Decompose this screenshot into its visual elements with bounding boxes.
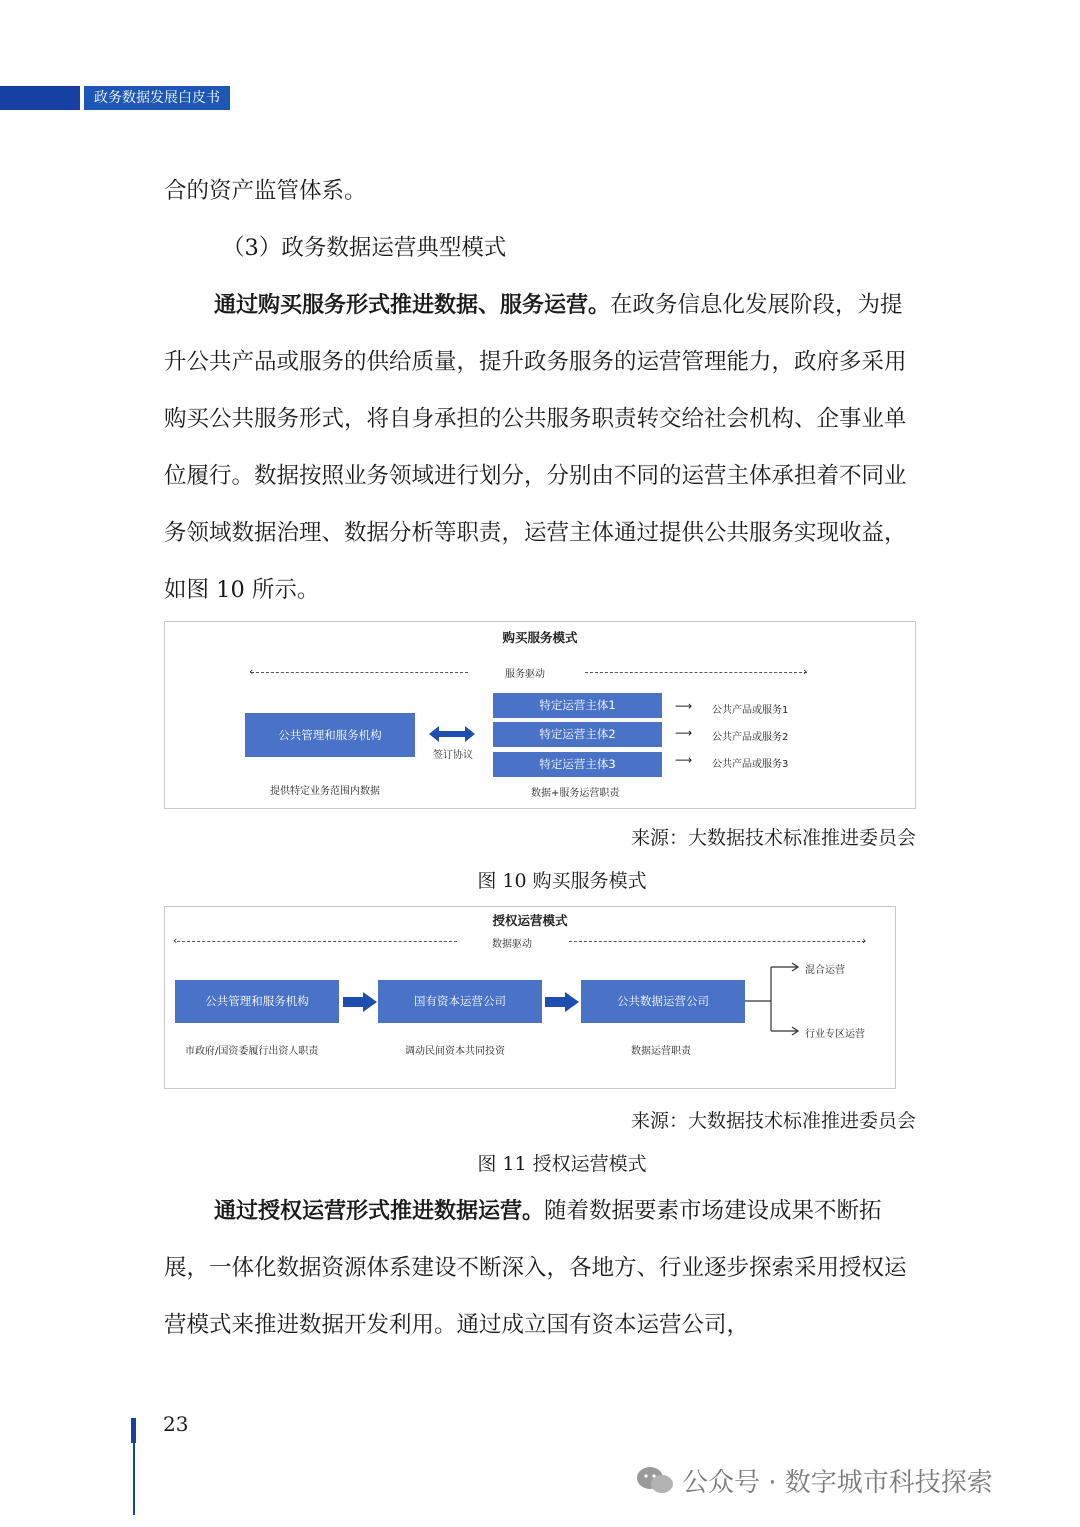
page-number: 23: [163, 1412, 189, 1436]
paragraph-authorized-operation: [164, 1183, 916, 1354]
double-arrow-icon: [429, 726, 475, 742]
branch-connector-icon: [745, 961, 805, 1041]
output-arrow-icon: ⟶: [675, 726, 693, 740]
flow-caption: 市政府/国资委履行出资人职责: [185, 1046, 319, 1057]
arrow-right-icon: ›: [862, 934, 867, 947]
output-label: 公共产品或服务1: [712, 705, 789, 716]
agreement-label: 签订协议: [433, 750, 473, 761]
figure-11-diagram: [164, 906, 896, 1089]
flow-box: 国有资本运营公司: [378, 980, 542, 1023]
paragraph-lead-bold: 通过购买服务形式推进数据、服务运营。: [214, 293, 611, 318]
wechat-icon: [636, 1465, 674, 1502]
header-accent-bar: [0, 86, 80, 110]
figure-10-diagram: [164, 621, 916, 809]
entities-caption: 数据+服务运营职责: [531, 788, 620, 799]
output-label: 公共产品或服务2: [712, 732, 789, 743]
output-arrow-icon: ⟶: [675, 699, 693, 713]
drive-line-right: [569, 941, 865, 942]
branch-label: 混合运营: [805, 965, 845, 976]
figure-11-caption: 图 11 授权运营模式: [477, 1153, 647, 1175]
document-title-tag: 政务数据发展白皮书: [84, 86, 230, 110]
entity-box: 特定运营主体1: [493, 693, 662, 718]
paragraph-body: 在政务信息化发展阶段，为提升公共产品或服务的供给质量，提升政务服务的运营管理能力，政府多采用购买公共服务形式，将自身承担的公共服务职责转交给社会机构、企事业单位履行。数据按照业务领域进行划分，分别由不同的运营主体承担着不同业务领域数据治理、数据分析等职责，运营主体通过提供公共服务实现收益，如图 10 所示。: [164, 292, 907, 603]
watermark: [636, 1462, 993, 1502]
org-caption: 提供特定业务范围内数据: [270, 786, 380, 797]
diagram-title: 购买服务模式: [502, 630, 578, 645]
entity-box: 特定运营主体2: [493, 722, 662, 747]
output-arrow-icon: ⟶: [675, 753, 693, 767]
page-number-accent: [131, 1418, 136, 1443]
section-heading: （3）政务数据运营典型模式: [222, 235, 507, 261]
arrow-left-icon: ‹: [173, 934, 178, 947]
drive-label: 服务驱动: [505, 669, 545, 680]
arrow-right-icon: ›: [803, 665, 808, 678]
flow-box: 公共数据运营公司: [581, 980, 745, 1023]
paragraph-body: 随着数据要素市场建设成果不断拓展，一体化数据资源体系建设不断深入，各地方、行业逐步探索采用授权运营模式来推进数据开发利用。通过成立国有资本运营公司，: [164, 1198, 907, 1338]
output-label: 公共产品或服务3: [712, 759, 789, 770]
flow-caption: 调动民间资本共同投资: [405, 1046, 505, 1057]
paragraph-purchase-service: [164, 277, 916, 619]
flow-box: 公共管理和服务机构: [175, 980, 339, 1023]
figure-11-source: 来源：大数据技术标准推进委员会: [630, 1110, 916, 1132]
org-box: 公共管理和服务机构: [245, 713, 415, 757]
drive-line-left: [177, 941, 457, 942]
branch-label: 行业专区运营: [805, 1029, 865, 1040]
paragraph-continuation: 合的资产监管体系。: [164, 178, 367, 204]
arrow-left-icon: ‹: [249, 665, 254, 678]
figure-10-source: 来源：大数据技术标准推进委员会: [630, 827, 916, 849]
paragraph-lead-bold: 通过授权运营形式推进数据运营。: [214, 1199, 545, 1224]
page-margin-line: [133, 1443, 135, 1515]
diagram-title: 授权运营模式: [492, 913, 568, 928]
drive-line-right: [585, 672, 807, 673]
flow-arrow-icon: [343, 992, 377, 1012]
flow-arrow-icon: [545, 992, 579, 1012]
entity-box: 特定运营主体3: [493, 752, 662, 777]
watermark-text: 公众号 · 数字城市科技探索: [682, 1468, 993, 1498]
drive-line-left: [251, 672, 468, 673]
figure-10-caption: 图 10 购买服务模式: [477, 870, 647, 892]
drive-label: 数据驱动: [492, 939, 532, 950]
flow-caption: 数据运营职责: [631, 1046, 691, 1057]
